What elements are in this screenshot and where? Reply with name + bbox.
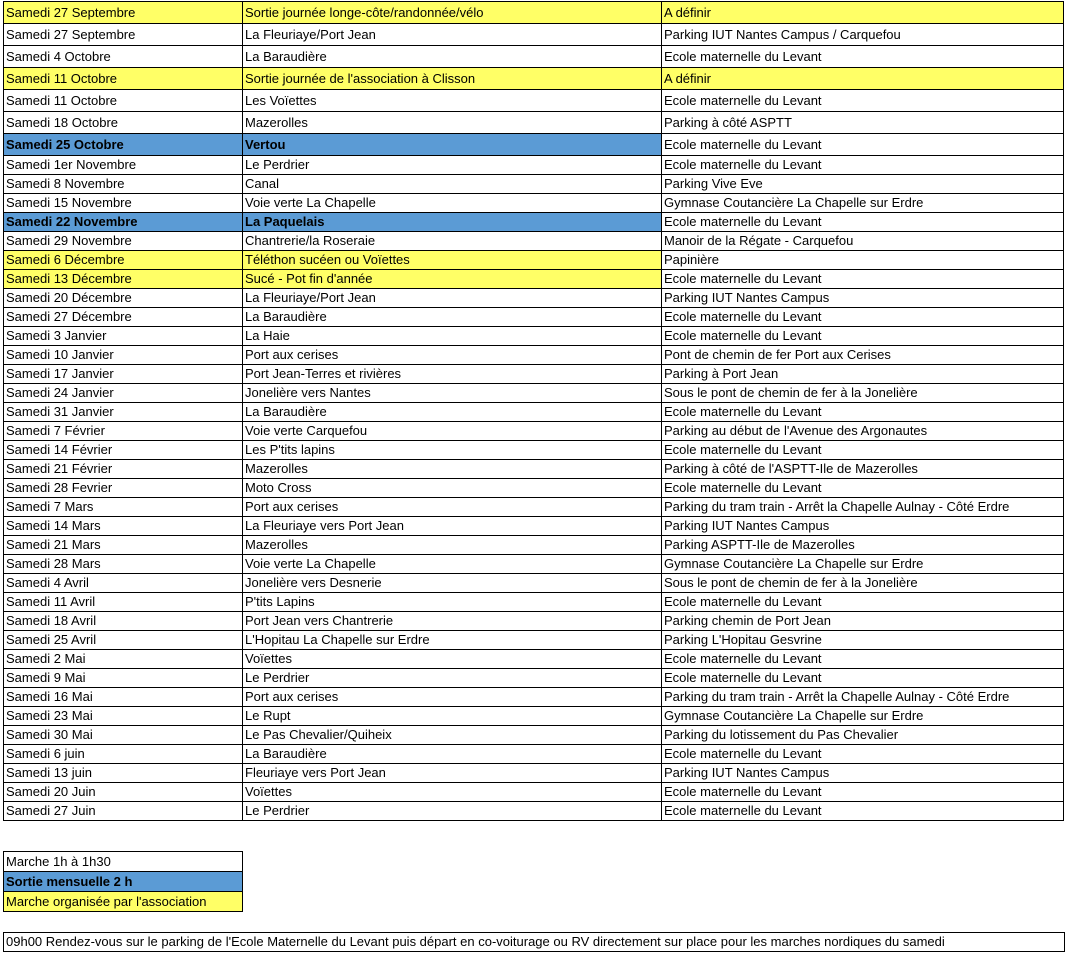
date-cell: Samedi 15 Novembre	[4, 194, 243, 213]
date-cell: Samedi 23 Mai	[4, 707, 243, 726]
date-cell: Samedi 20 Juin	[4, 783, 243, 802]
meeting-note: 09h00 Rendez-vous sur le parking de l'Ecole Maternelle du Levant puis départ en co-voiturage ou RV directement sur place pour les marches nordiques du samedi	[3, 932, 1065, 952]
date-cell: Samedi 21 Février	[4, 460, 243, 479]
meeting-point-cell: Parking IUT Nantes Campus	[662, 517, 1064, 536]
location-cell: Sucé - Pot fin d'année	[243, 270, 662, 289]
date-cell: Samedi 30 Mai	[4, 726, 243, 745]
meeting-point-cell: Ecole maternelle du Levant	[662, 802, 1064, 821]
table-row	[4, 24, 1064, 46]
meeting-point-cell: Parking du tram train - Arrêt la Chapelle Aulnay - Côté Erdre	[662, 688, 1064, 707]
date-cell: Samedi 28 Mars	[4, 555, 243, 574]
meeting-point-cell: Ecole maternelle du Levant	[662, 441, 1064, 460]
meeting-point-cell: A définir	[662, 2, 1064, 24]
location-cell: Jonelière vers Desnerie	[243, 574, 662, 593]
location-cell: Mazerolles	[243, 112, 662, 134]
date-cell: Samedi 27 Septembre	[4, 24, 243, 46]
table-row	[4, 650, 1064, 669]
location-cell: Mazerolles	[243, 536, 662, 555]
location-cell: Voie verte Carquefou	[243, 422, 662, 441]
meeting-point-cell: Ecole maternelle du Levant	[662, 46, 1064, 68]
table-row	[4, 90, 1064, 112]
location-cell: La Baraudière	[243, 403, 662, 422]
table-row	[4, 726, 1064, 745]
location-cell: Port aux cerises	[243, 688, 662, 707]
date-cell: Samedi 25 Octobre	[4, 134, 243, 156]
meeting-point-cell: Pont de chemin de fer Port aux Cerises	[662, 346, 1064, 365]
location-cell: La Fleuriaye vers Port Jean	[243, 517, 662, 536]
location-cell: La Baraudière	[243, 46, 662, 68]
date-cell: Samedi 21 Mars	[4, 536, 243, 555]
meeting-point-cell: Parking Vive Eve	[662, 175, 1064, 194]
date-cell: Samedi 13 juin	[4, 764, 243, 783]
location-cell: Le Perdrier	[243, 669, 662, 688]
date-cell: Samedi 11 Avril	[4, 593, 243, 612]
date-cell: Samedi 8 Novembre	[4, 175, 243, 194]
date-cell: Samedi 7 Février	[4, 422, 243, 441]
table-row	[4, 365, 1064, 384]
location-cell: Chantrerie/la Roseraie	[243, 232, 662, 251]
meeting-point-cell: Manoir de la Régate - Carquefou	[662, 232, 1064, 251]
meeting-point-cell: Ecole maternelle du Levant	[662, 156, 1064, 175]
meeting-point-cell: Ecole maternelle du Levant	[662, 593, 1064, 612]
meeting-point-cell: Parking ASPTT-Ile de Mazerolles	[662, 536, 1064, 555]
location-cell: La Fleuriaye/Port Jean	[243, 289, 662, 308]
location-cell: La Fleuriaye/Port Jean	[243, 24, 662, 46]
meeting-point-cell: Parking à Port Jean	[662, 365, 1064, 384]
table-row	[4, 134, 1064, 156]
table-row	[4, 232, 1064, 251]
location-cell: La Paquelais	[243, 213, 662, 232]
location-cell: Les Voïettes	[243, 90, 662, 112]
table-row	[4, 783, 1064, 802]
table-row	[4, 441, 1064, 460]
meeting-point-cell: Parking chemin de Port Jean	[662, 612, 1064, 631]
location-cell: La Haie	[243, 327, 662, 346]
meeting-point-cell: Ecole maternelle du Levant	[662, 213, 1064, 232]
table-row	[4, 327, 1064, 346]
location-cell: Port aux cerises	[243, 498, 662, 517]
meeting-point-cell: Parking IUT Nantes Campus / Carquefou	[662, 24, 1064, 46]
table-row	[4, 2, 1064, 24]
meeting-point-cell: Parking au début de l'Avenue des Argonautes	[662, 422, 1064, 441]
schedule-table	[3, 1, 1064, 821]
table-row	[4, 270, 1064, 289]
location-cell: Fleuriaye vers Port Jean	[243, 764, 662, 783]
location-cell: Moto Cross	[243, 479, 662, 498]
table-row	[4, 517, 1064, 536]
table-row	[4, 46, 1064, 68]
date-cell: Samedi 6 Décembre	[4, 251, 243, 270]
table-row	[4, 555, 1064, 574]
date-cell: Samedi 6 juin	[4, 745, 243, 764]
location-cell: Voïettes	[243, 783, 662, 802]
date-cell: Samedi 13 Décembre	[4, 270, 243, 289]
table-row	[4, 422, 1064, 441]
date-cell: Samedi 27 Décembre	[4, 308, 243, 327]
location-cell: La Baraudière	[243, 308, 662, 327]
date-cell: Samedi 14 Mars	[4, 517, 243, 536]
date-cell: Samedi 31 Janvier	[4, 403, 243, 422]
meeting-point-cell: Ecole maternelle du Levant	[662, 90, 1064, 112]
date-cell: Samedi 24 Janvier	[4, 384, 243, 403]
location-cell: Port Jean vers Chantrerie	[243, 612, 662, 631]
table-row	[4, 574, 1064, 593]
meeting-point-cell: Gymnase Coutancière La Chapelle sur Erdre	[662, 555, 1064, 574]
table-row	[4, 213, 1064, 232]
date-cell: Samedi 18 Octobre	[4, 112, 243, 134]
location-cell: Voïettes	[243, 650, 662, 669]
table-row	[4, 764, 1064, 783]
table-row	[4, 308, 1064, 327]
date-cell: Samedi 16 Mai	[4, 688, 243, 707]
meeting-point-cell: Parking IUT Nantes Campus	[662, 764, 1064, 783]
table-row	[4, 707, 1064, 726]
meeting-point-cell: Ecole maternelle du Levant	[662, 669, 1064, 688]
date-cell: Samedi 9 Mai	[4, 669, 243, 688]
table-row	[4, 536, 1064, 555]
location-cell: Sortie journée de l'association à Clisson	[243, 68, 662, 90]
meeting-point-cell: Sous le pont de chemin de fer à la Jonelière	[662, 384, 1064, 403]
table-row	[4, 593, 1064, 612]
date-cell: Samedi 17 Janvier	[4, 365, 243, 384]
location-cell: Canal	[243, 175, 662, 194]
date-cell: Samedi 28 Fevrier	[4, 479, 243, 498]
meeting-point-cell: Parking à côté de l'ASPTT-Ile de Mazerolles	[662, 460, 1064, 479]
meeting-point-cell: Ecole maternelle du Levant	[662, 327, 1064, 346]
table-row	[4, 112, 1064, 134]
meeting-point-cell: Gymnase Coutancière La Chapelle sur Erdre	[662, 194, 1064, 213]
location-cell: Le Pas Chevalier/Quiheix	[243, 726, 662, 745]
location-cell: Téléthon sucéen ou Voïettes	[243, 251, 662, 270]
location-cell: Vertou	[243, 134, 662, 156]
meeting-point-cell: Ecole maternelle du Levant	[662, 134, 1064, 156]
meeting-point-cell: Parking IUT Nantes Campus	[662, 289, 1064, 308]
location-cell: Mazerolles	[243, 460, 662, 479]
location-cell: Voie verte La Chapelle	[243, 555, 662, 574]
meeting-point-cell: Ecole maternelle du Levant	[662, 783, 1064, 802]
date-cell: Samedi 11 Octobre	[4, 90, 243, 112]
date-cell: Samedi 27 Juin	[4, 802, 243, 821]
date-cell: Samedi 20 Décembre	[4, 289, 243, 308]
location-cell: P'tits Lapins	[243, 593, 662, 612]
meeting-point-cell: Ecole maternelle du Levant	[662, 308, 1064, 327]
date-cell: Samedi 7 Mars	[4, 498, 243, 517]
date-cell: Samedi 25 Avril	[4, 631, 243, 650]
table-row	[4, 479, 1064, 498]
location-cell: La Baraudière	[243, 745, 662, 764]
date-cell: Samedi 29 Novembre	[4, 232, 243, 251]
meeting-point-cell: Sous le pont de chemin de fer à la Jonelière	[662, 574, 1064, 593]
table-row	[4, 688, 1064, 707]
meeting-point-cell: Gymnase Coutancière La Chapelle sur Erdre	[662, 707, 1064, 726]
date-cell: Samedi 18 Avril	[4, 612, 243, 631]
location-cell: Le Perdrier	[243, 156, 662, 175]
date-cell: Samedi 1er Novembre	[4, 156, 243, 175]
meeting-point-cell: Ecole maternelle du Levant	[662, 745, 1064, 764]
location-cell: L'Hopitau La Chapelle sur Erdre	[243, 631, 662, 650]
date-cell: Samedi 4 Avril	[4, 574, 243, 593]
table-row	[4, 346, 1064, 365]
meeting-point-cell: Parking du tram train - Arrêt la Chapelle Aulnay - Côté Erdre	[662, 498, 1064, 517]
table-row	[4, 68, 1064, 90]
date-cell: Samedi 14 Février	[4, 441, 243, 460]
date-cell: Samedi 22 Novembre	[4, 213, 243, 232]
location-cell: Port aux cerises	[243, 346, 662, 365]
location-cell: Le Rupt	[243, 707, 662, 726]
location-cell: Sortie journée longe-côte/randonnée/vélo	[243, 2, 662, 24]
location-cell: Les P'tits lapins	[243, 441, 662, 460]
location-cell: Port Jean-Terres et rivières	[243, 365, 662, 384]
table-row	[4, 403, 1064, 422]
meeting-point-cell: Parking L'Hopitau Gesvrine	[662, 631, 1064, 650]
legend-table	[3, 851, 243, 912]
table-row	[4, 631, 1064, 650]
legend-monthly: Sortie mensuelle 2 h	[4, 872, 243, 892]
legend-walk: Marche 1h à 1h30	[4, 852, 243, 872]
legend-association: Marche organisée par l'association	[4, 892, 243, 912]
table-row	[4, 384, 1064, 403]
table-row	[4, 251, 1064, 270]
location-cell: Le Perdrier	[243, 802, 662, 821]
table-row	[4, 175, 1064, 194]
meeting-point-cell: A définir	[662, 68, 1064, 90]
date-cell: Samedi 4 Octobre	[4, 46, 243, 68]
date-cell: Samedi 2 Mai	[4, 650, 243, 669]
table-row	[4, 745, 1064, 764]
table-row	[4, 460, 1064, 479]
meeting-point-cell: Ecole maternelle du Levant	[662, 650, 1064, 669]
date-cell: Samedi 11 Octobre	[4, 68, 243, 90]
location-cell: Voie verte La Chapelle	[243, 194, 662, 213]
table-row	[4, 194, 1064, 213]
meeting-point-cell: Ecole maternelle du Levant	[662, 270, 1064, 289]
date-cell: Samedi 27 Septembre	[4, 2, 243, 24]
schedule-body	[4, 2, 1064, 821]
meeting-point-cell: Ecole maternelle du Levant	[662, 403, 1064, 422]
table-row	[4, 612, 1064, 631]
location-cell: Jonelière vers Nantes	[243, 384, 662, 403]
meeting-point-cell: Parking à côté ASPTT	[662, 112, 1064, 134]
meeting-point-cell: Ecole maternelle du Levant	[662, 479, 1064, 498]
table-row	[4, 498, 1064, 517]
date-cell: Samedi 3 Janvier	[4, 327, 243, 346]
date-cell: Samedi 10 Janvier	[4, 346, 243, 365]
meeting-point-cell: Papinière	[662, 251, 1064, 270]
table-row	[4, 802, 1064, 821]
table-row	[4, 156, 1064, 175]
table-row	[4, 669, 1064, 688]
table-row	[4, 289, 1064, 308]
meeting-point-cell: Parking du lotissement du Pas Chevalier	[662, 726, 1064, 745]
